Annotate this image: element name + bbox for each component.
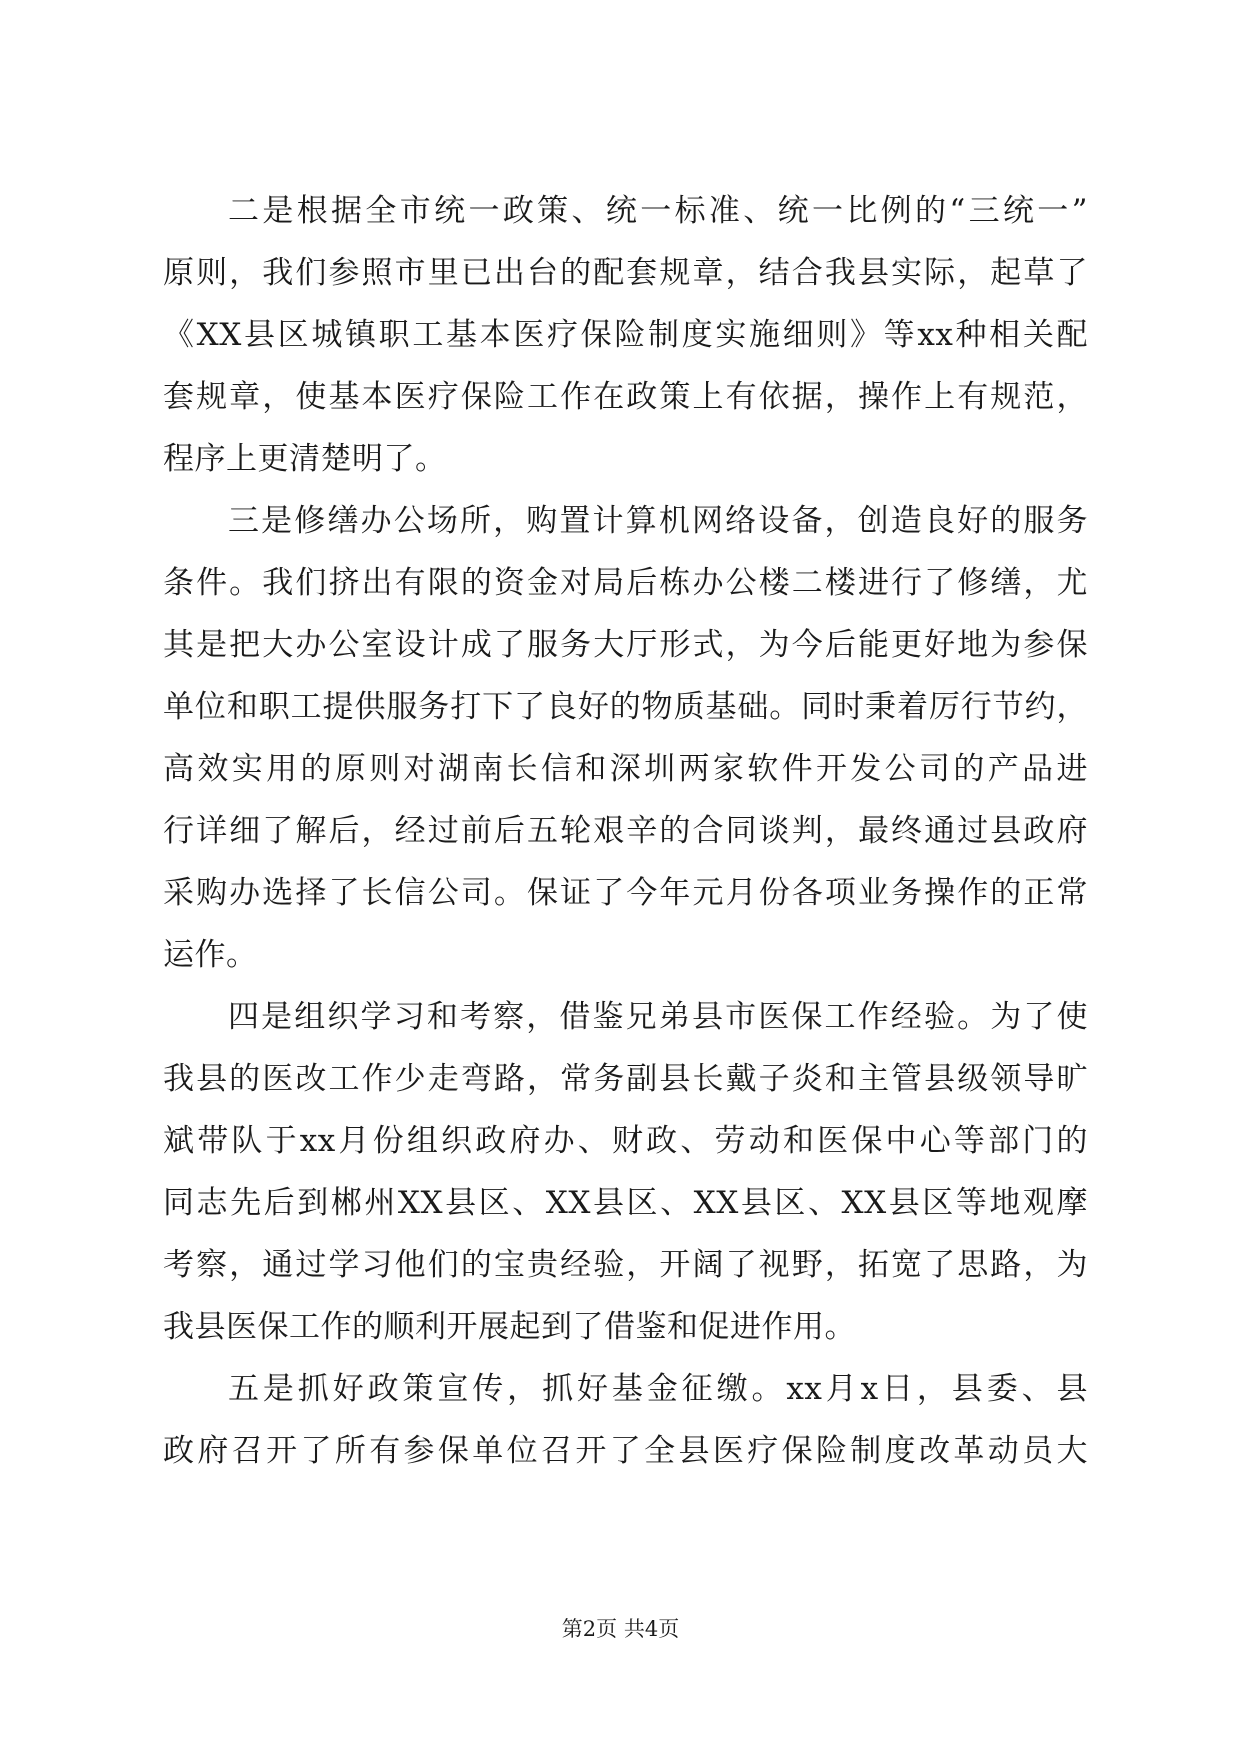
text-line: 五是抓好政策宣传，抓好基金征缴。xx月x日，县委、县 <box>228 1371 1088 1407</box>
paragraph-5 <box>163 1358 1088 1482</box>
paragraph-2 <box>163 180 1088 490</box>
paragraph-3 <box>163 490 1088 986</box>
text-line: 四是组织学习和考察，借鉴兄弟县市医保工作经验。为了使 <box>228 999 1088 1035</box>
text-line: 行详细了解后，经过前后五轮艰辛的合同谈判，最终通过县政府 <box>163 813 1088 849</box>
text-line: 原则，我们参照市里已出台的配套规章，结合我县实际，起草了 <box>163 255 1088 291</box>
page-number: 第2页 共4页 <box>561 1617 680 1641</box>
text-line: 考察，通过学习他们的宝贵经验，开阔了视野，拓宽了思路，为 <box>163 1247 1088 1283</box>
text-line: 套规章，使基本医疗保险工作在政策上有依据，操作上有规范， <box>163 379 1088 415</box>
page-footer <box>0 1614 1241 1644</box>
text-line: 斌带队于xx月份组织政府办、财政、劳动和医保中心等部门的 <box>163 1123 1088 1159</box>
text-line: 其是把大办公室设计成了服务大厅形式，为今后能更好地为参保 <box>163 627 1088 663</box>
text-line: 高效实用的原则对湖南长信和深圳两家软件开发公司的产品进 <box>163 751 1088 787</box>
text-line: 运作。 <box>163 937 258 973</box>
document-body <box>163 180 1088 1482</box>
text-line: 同志先后到郴州XX县区、XX县区、XX县区、XX县区等地观摩 <box>163 1185 1088 1221</box>
text-line: 采购办选择了长信公司。保证了今年元月份各项业务操作的正常 <box>163 875 1088 911</box>
text-line: 条件。我们挤出有限的资金对局后栋办公楼二楼进行了修缮，尤 <box>163 565 1088 601</box>
text-line: 政府召开了所有参保单位召开了全县医疗保险制度改革动员大 <box>163 1433 1088 1469</box>
text-line: 程序上更清楚明了。 <box>163 441 447 477</box>
text-line: 我县医保工作的顺利开展起到了借鉴和促进作用。 <box>163 1309 856 1345</box>
text-line: 我县的医改工作少走弯路，常务副县长戴子炎和主管县级领导旷 <box>163 1061 1088 1097</box>
text-line: 三是修缮办公场所，购置计算机网络设备，创造良好的服务 <box>228 503 1088 539</box>
text-line: 单位和职工提供服务打下了良好的物质基础。同时秉着厉行节约， <box>163 689 1088 725</box>
paragraph-4 <box>163 986 1088 1358</box>
text-line: 《XX县区城镇职工基本医疗保险制度实施细则》等xx种相关配 <box>163 317 1088 353</box>
text-line: 二是根据全市统一政策、统一标准、统一比例的“三统一” <box>228 193 1088 229</box>
